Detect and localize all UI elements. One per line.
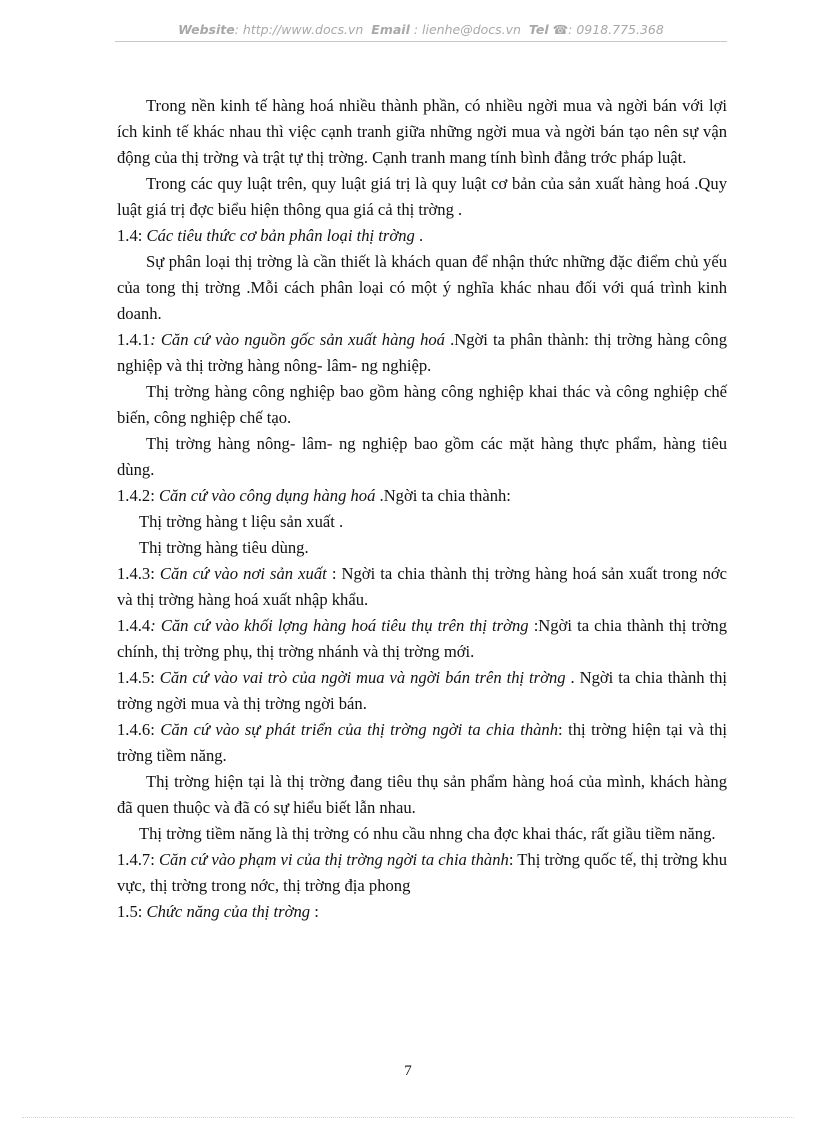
section-title: Căn cứ vào vai trò của ngời mua và ngời bán trên thị trờng [159,668,566,687]
list-item-production-goods: Thị trờng hàng t liệu sản xuất . [139,512,344,531]
section-1-4-1: 1.4.1: Căn cứ vào nguồn gốc sản xuất hàng hoá .Ngời ta phân thành: thị trờng hàng công nghiệp và thị trờng hàng nông- lâm- ng nghiệp. [117,330,727,375]
section-title: Chức năng của thị trờng [146,902,311,921]
section-number: 1.4.3: [117,564,160,583]
section-number: 1.4.5: [117,668,160,687]
section-number: 1.4.1 [117,330,151,349]
tel-label: Tel [528,22,549,37]
phone-icon: ☎ [552,22,569,37]
paragraph-potential-market: Thị trờng tiềm năng là thị trờng có nhu cầu nhng cha đợc khai thác, rất giầu tiềm năng. [139,824,716,843]
tel-value: : 0918.775.368 [568,22,664,37]
section-title: : Căn cứ vào nguồn gốc sản xuất hàng hoá [150,330,445,349]
paragraph-current-market: Thị trờng hiện tại là thị trờng đang tiêu thụ sản phẩm hàng hoá của mình, khách hàng đã quen thuộc và đã có sự hiểu biết lẫn nhau. [117,772,727,817]
page-bottom-divider [22,1117,794,1118]
document-body [117,93,727,925]
paragraph-value-law: Trong các quy luật trên, quy luật giá trị là quy luật cơ bản của sản xuất hàng hoá .Quy luật giá trị đợc biểu hiện thông qua giá cả thị trờng . [117,174,727,219]
section-1-4-5: 1.4.5: Căn cứ vào vai trò của ngời mua và ngời bán trên thị trờng . Ngời ta chia thành thị trờng ngời mua và thị trờng ngời bán. [117,668,728,713]
paragraph-industrial-market: Thị trờng hàng công nghiệp bao gồm hàng công nghiệp khai thác và công nghiệp chế biến, công nghiệp chế tạo. [117,382,727,427]
header-divider [115,41,727,42]
section-title: Căn cứ vào công dụng hàng hoá [158,486,376,505]
section-number: 1.4: [117,226,147,245]
paragraph-classification: Sự phân loại thị trờng là cần thiết là khách quan để nhận thức những đặc điểm chủ yếu của tong thị trờng .Mỗi cách phân loại có một ý nghĩa khác nhau đối với quá trình kinh doanh. [117,252,727,323]
paragraph-agricultural-market: Thị trờng hàng nông- lâm- ng nghiệp bao gồm các mặt hàng thực phẩm, hàng tiêu dùng. [117,434,727,479]
list-item-consumer-goods: Thị trờng hàng tiêu dùng. [139,538,309,557]
section-1-4-4: 1.4.4: Căn cứ vào khối lợng hàng hoá tiêu thụ trên thị trờng :Ngời ta chia thành thị trờng chính, thị trờng phụ, thị trờng nhánh và thị trờng mới. [117,616,728,661]
page-header [115,22,727,37]
section-1-4-6: 1.4.6: Căn cứ vào sự phát triển của thị trờng ngời ta chia thành: thị trờng hiện tại và thị trờng tiềm năng. [117,720,728,765]
section-title: Căn cứ vào nơi sản xuất [159,564,327,583]
page-number: 7 [404,1063,412,1079]
section-1-4-7: 1.4.7: Căn cứ vào phạm vi của thị trờng ngời ta chia thành: Thị trờng quốc tế, thị trờng khu vực, thị trờng trong nớc, thị trờng địa phong [117,850,728,895]
email-label: Email [371,22,410,37]
section-number: 1.5: [117,902,147,921]
section-1-5-heading: 1.5: Chức năng của thị trờng : [117,902,319,921]
section-number: 1.4.6: [117,720,161,739]
section-title: Căn cứ vào sự phát triển của thị trờng ngời ta chia thành [160,720,559,739]
section-number: 1.4.7: [117,850,159,869]
section-title: : Căn cứ vào khối lợng hàng hoá tiêu thụ trên thị trờng [150,616,529,635]
section-number: 1.4.2: [117,486,159,505]
section-1-4-2: 1.4.2: Căn cứ vào công dụng hàng hoá .Ngời ta chia thành: [117,486,511,505]
section-number: 1.4.4 [117,616,151,635]
website-label: Website [178,22,235,37]
section-title: Căn cứ vào phạm vi của thị trờng ngời ta chia thành [158,850,509,869]
paragraph-competition: Trong nền kinh tế hàng hoá nhiều thành phần, có nhiều ngời mua và ngời bán với lợi ích kinh tế khác nhau thì việc cạnh tranh giữa những ngời mua và ngời bán tạo nên sự vận động của thị trờng và trật tự thị trờng. Cạnh tranh mang tính bình đẳng trớc pháp luật. [117,96,727,167]
section-1-4-heading: 1.4: Các tiêu thức cơ bản phân loại thị trờng . [117,226,424,245]
website-value: : http://www.docs.vn [234,22,364,37]
section-title: Các tiêu thức cơ bản phân loại thị trờng [146,226,415,245]
email-value: : lienhe@docs.vn [413,22,521,37]
section-1-4-3: 1.4.3: Căn cứ vào nơi sản xuất : Ngời ta chia thành thị trờng hàng hoá sản xuất trong nớc và thị trờng hàng hoá xuất nhập khẩu. [117,564,728,609]
